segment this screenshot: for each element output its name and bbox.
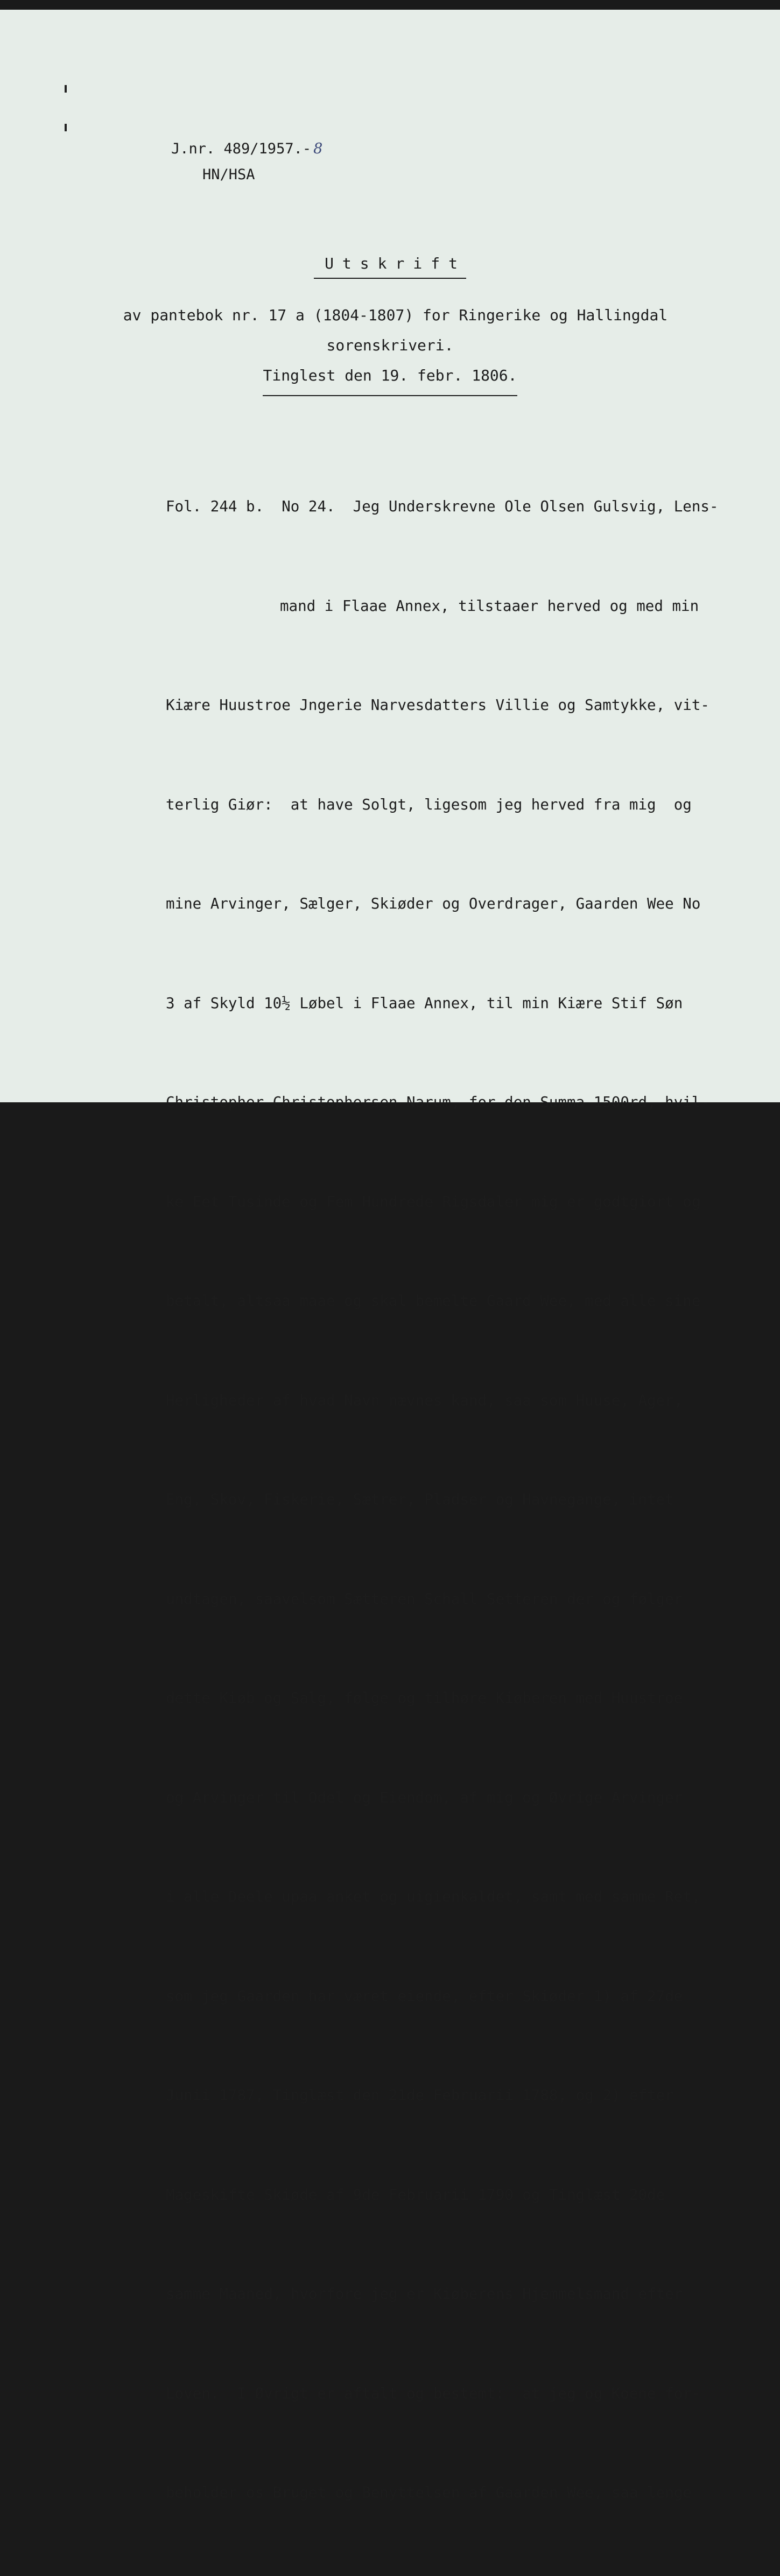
document-subtitle: [0, 300, 780, 396]
body-line: 3 af Skyld 10½ Løbel i Flaae Annex, til min Kiære Stif Søn: [166, 994, 683, 1012]
edge-mark: [65, 124, 67, 131]
body-line: Christopher Christophersen Narum, for den Summa 1500rd, hvil-: [166, 1094, 709, 1111]
body-line: ke Eet Tusinde og Fem Hundrede Rigsdaler mig er godtgiort og: [166, 1193, 701, 1210]
journal-number: J.nr. 489/1957.-: [171, 140, 312, 157]
document-title: [0, 255, 780, 279]
body-line: beholder os Bruget og Benyttelsen af Gaarden Wee, saa lenge: [166, 2484, 692, 2501]
body-line: undtagen, saavelsom Sætteren Schall Setteren der og følger: [166, 1590, 683, 1608]
body-line: Loven. I Øvrigt er aftalt og bestemt: at jeg og Koene for-: [166, 2384, 701, 2402]
document-page: [0, 10, 780, 2501]
handwritten-suffix: 8: [313, 140, 323, 157]
body-line: i alle Deele upaa anket og uigienkaldet, samt med samme Ret,: [166, 1888, 701, 1905]
body-line: Mageskifte Skiøde af 9de Februarii 1790 og Tinglæst 20de: [166, 2186, 665, 2204]
body-line: dette Kiøb og Salg, følge og tilhøre Kiøberen med Huustroe: [166, 1690, 683, 1707]
document-header: [171, 136, 322, 188]
body-line: Kiære Huustroe Jngerie Narvesdatters Villie og Samtykke, vit-: [166, 696, 709, 714]
body-line: betalt, altsaa maae og skal bemelte Gaard Wee, med alle sine: [166, 1292, 701, 1310]
body-line: Fol. 244 b. No 24. Jeg Underskrevne Ole Olsen Gulsvig, Lens-: [166, 498, 719, 515]
body-line: og Arvinger til Odel og Eiendom, af mig og Øvrige Arvinger: [166, 1789, 683, 1806]
body-line: Junii 1787, Tinglæst den 21de Februarii 1788, og 2) efter: [166, 2087, 674, 2104]
body-line: samme Maaned, hvorfore jeg er Kiøberens Hjemmelsmand efter: [166, 2285, 683, 2303]
journal-reference: [171, 136, 322, 162]
body-line: Herligheder af hvad Navn nævnes kand, saa som Huuse, Ager,: [166, 1391, 683, 1409]
body-line: som jeg Gaarden har været eiende, efter Skiøder 1) af 27de: [166, 1987, 683, 2005]
transcript-body: [166, 424, 736, 2576]
body-line: terlig Giør: at have Solgt, ligesom jeg herved fra mig og: [166, 796, 692, 813]
body-line: mand i Flaae Annex, tilstaaer herved og med min: [280, 597, 699, 615]
initials: HN/HSA: [202, 166, 255, 183]
subtitle-line: Tinglest den 19. febr. 1806.: [263, 361, 517, 396]
body-line: mine Arvinger, Sælger, Skiøder og Overdrager, Gaarden Wee No: [166, 895, 701, 912]
title-text: Utskrift: [314, 255, 466, 279]
body-line: Eng, Skov, Fiskerie, Sætrer, Pladser og Havnegange, intet: [166, 1491, 674, 1508]
edge-mark: [65, 85, 67, 93]
subtitle-line: av pantebok nr. 17 a (1804-1807) for Ringerike og Hallingdal: [123, 306, 668, 324]
subtitle-line: sorenskriveri.: [326, 336, 454, 354]
